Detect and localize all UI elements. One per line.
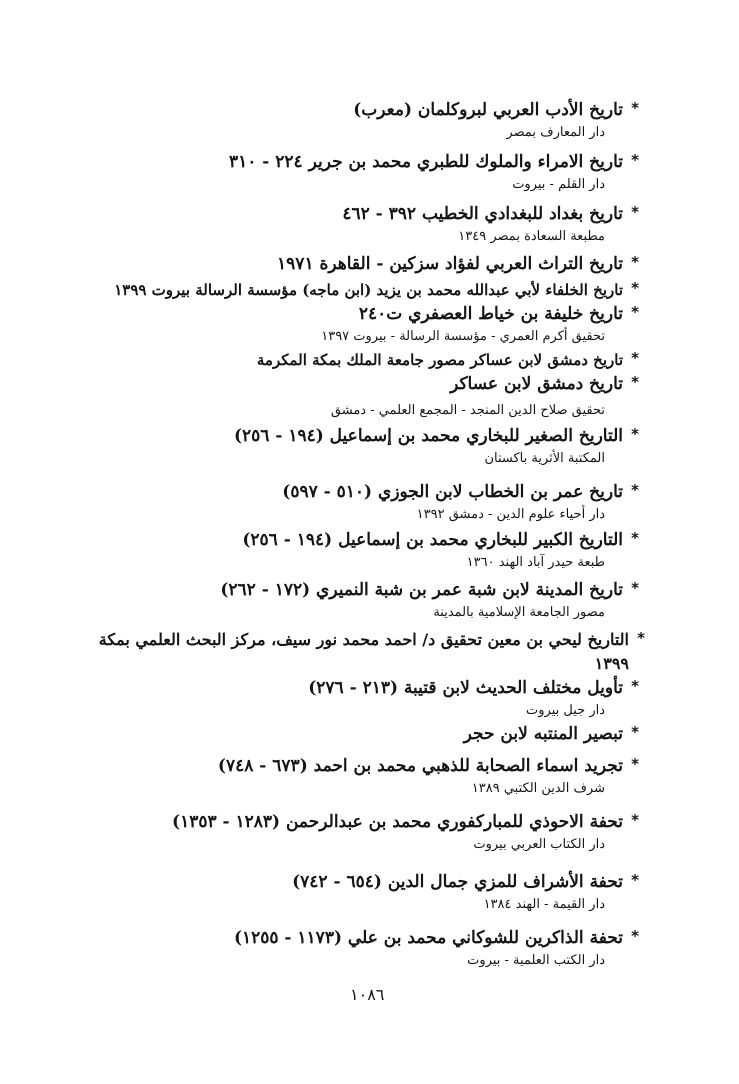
bibliography-entry xyxy=(99,676,639,722)
bullet-star-icon: * xyxy=(631,927,639,945)
entry-title: تجريد اسماء الصحابة للذهبي محمد بن احمد (٦٧٣ - ٧٤٨) xyxy=(217,756,623,776)
entry-publisher: دار القلم - بيروت xyxy=(512,177,605,192)
bibliography-entry xyxy=(99,870,639,926)
bullet-star-icon: * xyxy=(631,279,639,297)
bullet-star-icon: * xyxy=(631,481,639,499)
entry-title: التاريخ الكبير للبخاري محمد بن إسماعيل (١٩٤ - ٢٥٦) xyxy=(242,530,623,550)
entry-title: تاريخ عمر بن الخطاب لابن الجوزي (٥١٠ - ٥٩٧) xyxy=(282,482,623,502)
bullet-star-icon: * xyxy=(637,629,645,647)
bullet-star-icon: * xyxy=(631,151,639,169)
bibliography-entry xyxy=(99,480,639,528)
bullet-star-icon: * xyxy=(631,755,639,773)
entry-publisher: شرف الدين الكتبي ١٣٨٩ xyxy=(471,781,605,796)
entry-publisher: تحقيق أكرم العمري - مؤسسة الرسالة - بيروت ١٣٩٧ xyxy=(321,329,605,344)
entry-publisher: دار المعارف بمصر xyxy=(506,125,605,140)
entry-title: تحفة الأشراف للمزي جمال الدين (٦٥٤ - ٧٤٢) xyxy=(292,872,623,892)
entry-title: التاريخ الصغير للبخاري محمد بن إسماعيل (١٩٤ - ٢٥٦) xyxy=(233,426,623,446)
entry-publisher: مطبعة السعادة بمصر ١٣٤٩ xyxy=(458,229,605,244)
bullet-star-icon: * xyxy=(631,373,639,391)
bullet-star-icon: * xyxy=(631,349,639,367)
bullet-star-icon: * xyxy=(631,723,639,741)
bullet-star-icon: * xyxy=(631,677,639,695)
bullet-star-icon: * xyxy=(631,253,639,271)
bibliography-entry xyxy=(99,578,639,628)
entry-title: تاريخ دمشق لابن عساكر xyxy=(450,374,623,394)
entry-title: تاريخ بغداد للبغدادي الخطيب ٣٩٢ - ٤٦٢ xyxy=(342,204,623,224)
bibliography-entry xyxy=(89,628,645,676)
entry-title: تاريخ خليفة بن خياط العصفري ت٢٤٠ xyxy=(358,304,623,324)
bibliography-entry xyxy=(99,252,639,278)
entry-title: تاريخ الخلفاء لأبي عبدالله محمد بن يزيد (ابن ماجه) مؤسسة الرسالة بيروت ١٣٩٩ xyxy=(114,281,623,299)
bibliography-entry xyxy=(99,302,639,348)
entry-title: تاريخ الأدب العربي لبروكلمان (معرب) xyxy=(353,100,623,120)
entry-publisher: مصور الجامعة الإسلامية بالمدينة xyxy=(433,605,605,620)
bibliography-entry xyxy=(99,202,639,252)
bibliography-entry xyxy=(99,424,639,480)
bullet-star-icon: * xyxy=(631,811,639,829)
entry-publisher: دار الكتب العلمية - بيروت xyxy=(467,953,605,968)
bibliography-list xyxy=(98,98,645,978)
bibliography-entry xyxy=(99,754,639,810)
bibliography-entry xyxy=(99,278,639,302)
entry-publisher: دار الكتاب العربي بيروت xyxy=(473,837,605,852)
entry-title: التاريخ ليحي بن معين تحقيق د/ احمد محمد نور سيف، مركز البحث العلمي بمكة ١٣٩٩ xyxy=(98,630,629,673)
bullet-star-icon: * xyxy=(631,99,639,117)
bibliography-entry xyxy=(99,810,639,870)
page-number: ١٠٨٦ xyxy=(350,985,385,1004)
bullet-star-icon: * xyxy=(631,579,639,597)
bullet-star-icon: * xyxy=(631,425,639,443)
entry-publisher: دار أحياء علوم الدين - دمشق ١٣٩٢ xyxy=(416,507,605,522)
entry-publisher: المكتبة الأثرية باكستان xyxy=(484,451,605,466)
bibliography-entry xyxy=(99,372,639,424)
bullet-star-icon: * xyxy=(631,871,639,889)
entry-title: تاريخ دمشق لابن عساكر مصور جامعة الملك بمكة المكرمة xyxy=(256,351,623,369)
bullet-star-icon: * xyxy=(631,203,639,221)
bibliography-entry xyxy=(99,98,639,150)
bibliography-entry xyxy=(99,926,639,978)
entry-publisher: تحقيق صلاح الدين المنجد - المجمع العلمي - دمشق xyxy=(330,403,605,418)
bibliography-entry xyxy=(99,150,639,202)
entry-title: تاريخ الامراء والملوك للطبري محمد بن جرير ٢٢٤ - ٣١٠ xyxy=(228,152,623,172)
entry-publisher: دار القيمة - الهند ١٣٨٤ xyxy=(483,897,605,912)
entry-publisher: طبعة حيدر آباد الهند ١٣٦٠ xyxy=(466,555,605,570)
entry-title: تاريخ التراث العربي لفؤاد سزكين - القاهرة ١٩٧١ xyxy=(277,254,623,274)
bullet-star-icon: * xyxy=(631,529,639,547)
bullet-star-icon: * xyxy=(631,303,639,321)
entry-title: تاريخ المدينة لابن شبة عمر بن شبة النميري (١٧٢ - ٢٦٢) xyxy=(220,580,623,600)
entry-title: تحفة الذاكرين للشوكاني محمد بن علي (١١٧٣ - ١٢٥٥) xyxy=(233,928,623,948)
bibliography-entry xyxy=(99,722,639,754)
entry-publisher: دار جيل بيروت xyxy=(526,703,605,718)
entry-title: تبصير المنتبه لابن حجر xyxy=(463,724,623,744)
entry-title: تأويل مختلف الحديث لابن قتيبة (٢١٣ - ٢٧٦) xyxy=(308,678,623,698)
entry-title: تحفة الاحوذي للمباركفوري محمد بن عبدالرحمن (١٢٨٣ - ١٣٥٣) xyxy=(172,812,623,832)
bibliography-entry xyxy=(99,348,639,372)
bibliography-entry xyxy=(99,528,639,578)
